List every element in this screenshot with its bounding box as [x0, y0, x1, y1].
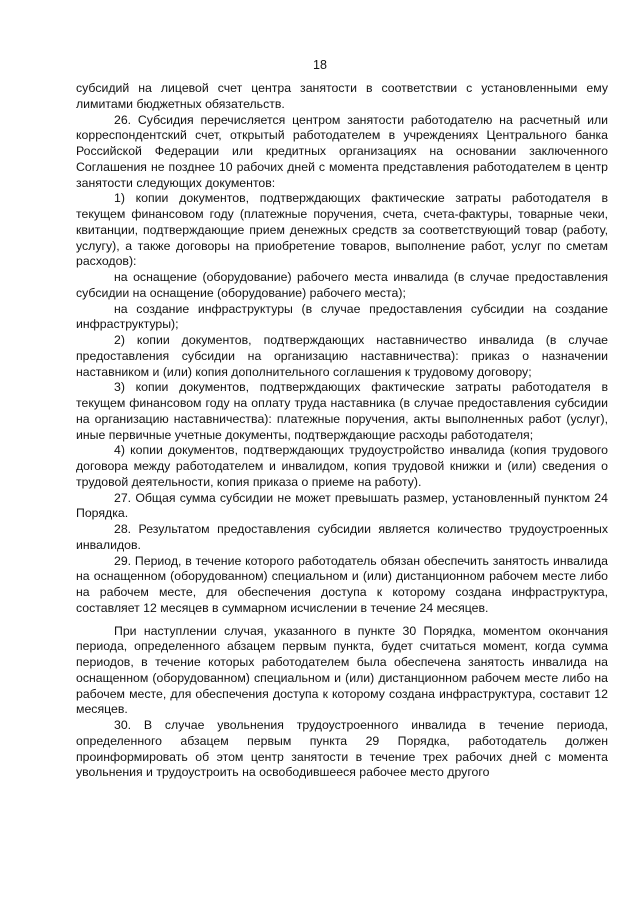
page-number: 18 [313, 58, 327, 72]
paragraph-26-item-1: 1) копии документов, подтверждающих фактические затраты работодателя в текущем финансовом году (платежные поручения, счета, счета-фактуры, товарные чеки, квитанции, подтверждающие прием денежных средств за соответствующий товар (работу, услугу), а также договоры на приобретение товаров, выполнение работ, услуг по сметам расходов): [76, 191, 608, 269]
paragraph-subsidy-continuation: субсидий на лицевой счет центра занятости в соответствии с установленными ему лимитами бюджетных обязательств. [76, 81, 608, 111]
paragraph-26-item-1-infrastructure: на создание инфраструктуры (в случае предоставления субсидии на создание инфраструктуры); [76, 301, 608, 332]
paragraph-26: 26. Субсидия перечисляется центром занятости работодателю на расчетный или корреспондентский счет, открытый работодателем в учреждениях Центрального банка Российской Федерации или кредитных организациях на основании заключенного Соглашения не позднее 10 рабочих дней с момента представления работодателем в центр занятости следующих документов: [76, 112, 608, 190]
paragraph-26-item-2: 2) копии документов, подтверждающих наставничество инвалида (в случае предоставления субсидии на организацию наставничества): приказ о назначении наставником и (или) копия дополнительного соглашения к трудовому договору; [76, 333, 608, 379]
paragraph-29: 29. Период, в течение которого работодатель обязан обеспечить занятость инвалида на оснащенном (оборудованном) специальном и (или) дистанционном рабочем месте либо на рабочем месте, для обеспечения доступа к которому создана инфраструктура, составляет 12 месяцев в суммарном исчислении в течение 24 месяцев. [76, 553, 608, 615]
paragraph-26-item-4: 4) копии документов, подтверждающих трудоустройство инвалида (копия трудового договора между работодателем и инвалидом, копия трудовой книжки и (или) сведения о трудовой деятельности, копия приказа о приеме на работу). [76, 443, 608, 489]
paragraph-27: 27. Общая сумма субсидии не может превышать размер, установленный пунктом 24 Порядка. [76, 490, 608, 521]
paragraph-26-item-3: 3) копии документов, подтверждающих фактические затраты работодателя в текущем финансовом году на оплату труда наставника (в случае предоставления субсидии на организацию наставничества): платежные поручения, акты выполненных работ (услуг), иные первичные учетные документы, подтверждающие расходы работодателя; [76, 380, 608, 442]
paragraph-28: 28. Результатом предоставления субсидии является количество трудоустроенных инвалидов. [76, 522, 608, 552]
paragraph-29-second-part: При наступлении случая, указанного в пункте 30 Порядка, моментом окончания периода, определенного абзацем первым пункта, будет считаться момент, когда сумма периодов, в течение которых работодателем была обеспечена занятость инвалида на оснащенном (оборудованном) специальном и (или) дистанционном рабочем месте либо на рабочем месте, для обеспечения доступа к которому создана инфраструктура, составит 12 месяцев. [76, 623, 608, 717]
document-body [76, 81, 608, 781]
paragraph-26-item-1-equipment: на оснащение (оборудование) рабочего места инвалида (в случае предоставления субсидии на оснащение (оборудование) рабочего места); [76, 270, 608, 300]
paragraph-30: 30. В случае увольнения трудоустроенного инвалида в течение периода, определенного абзацем первым пункта 29 Порядка, работодатель должен проинформировать об этом центр занятости в течение трех рабочих дней с момента увольнения и трудоустроить на освободившееся рабочее место другого [76, 718, 608, 780]
